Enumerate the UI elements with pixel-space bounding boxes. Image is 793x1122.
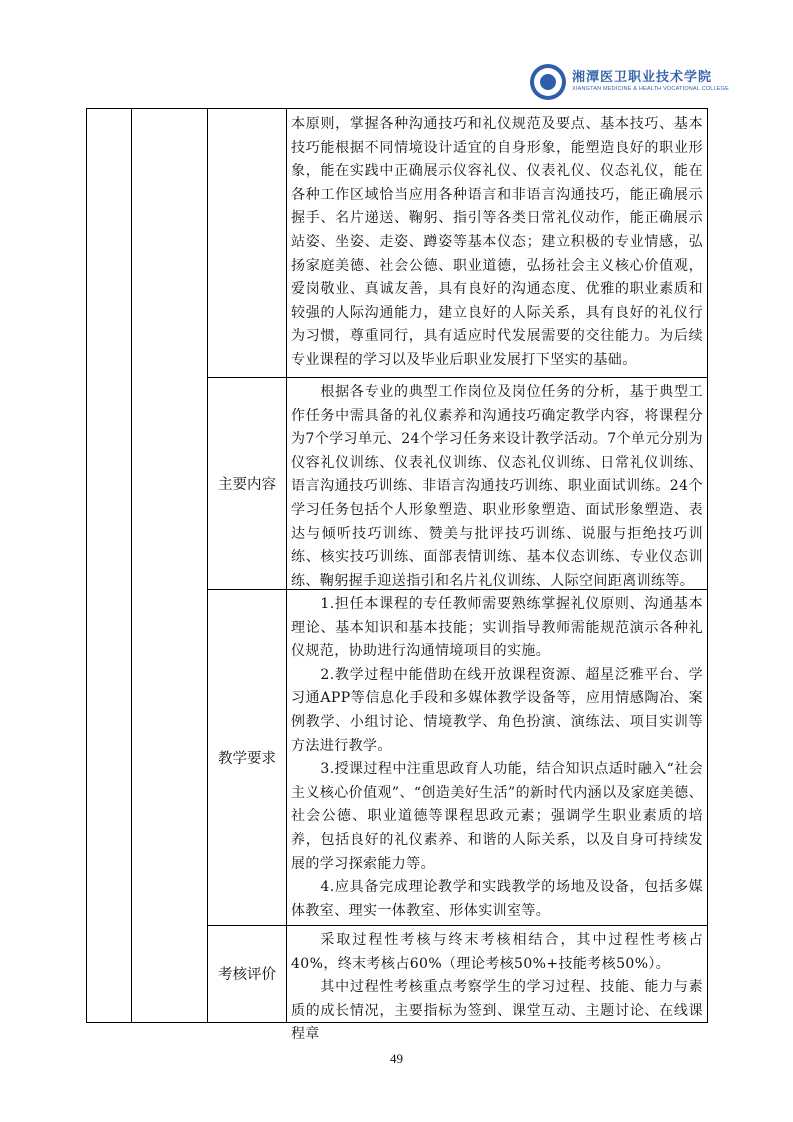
college-logo: [530, 64, 730, 102]
requirement-item: 4.应具备完成理论教学和实践教学的场地及设备，包括多媒体教室、理实一体教室、形体实训室等。: [291, 879, 703, 919]
teaching-requirements-cell: [287, 589, 707, 925]
college-name-cn: 湘潭医卫职业技术学院: [572, 70, 713, 85]
curriculum-table: [86, 108, 708, 1043]
college-seal-icon: [530, 64, 566, 100]
requirement-item: 1.担任本课程的专任教师需要熟练掌握礼仪原则、沟通基本理论、基本知识和基本技能；实训指导教师需能规范演示各种礼仪规范，协助进行沟通情境项目的实施。: [291, 596, 703, 660]
table-divider: [131, 109, 132, 1022]
college-name-en: XIANGTAN MEDICINE & HEALTH VOCATIONAL COLLEGE: [572, 86, 730, 92]
assessment-cell: [287, 925, 707, 1043]
objectives-text: 本原则，掌握各种沟通技巧和礼仪规范及要点、基本技巧、基本技巧能根据不同情境设计适宜的自身形象，能塑造良好的职业形象，能在实践中正确展示仪容礼仪、仪表礼仪、仪态礼仪，能在各种工作区域恰当应用各种语言和非语言沟通技巧，能正确展示握手、名片递送、鞠躬、指引等各类日常礼仪动作，能正确展示站姿、坐姿、走姿、蹲姿等基本仪态；建立积极的专业情感，弘扬家庭美德、社会公德、职业道德，弘扬社会主义核心价值观，爱岗敬业、真诚友善，具有良好的沟通态度、优雅的职业素质和较强的人际沟通能力，建立良好的人际关系，具有良好的礼仪行为习惯，尊重同行，具有适应时代发展需要的交往能力。为后续专业课程的学习以及毕业后职业发展打下坚实的基础。: [291, 116, 703, 368]
objectives-cell: [287, 109, 707, 377]
teaching-requirements-label: 教学要求: [218, 750, 276, 767]
requirement-item: 2.教学过程中能借助在线开放课程资源、超星泛雅平台、学习通APP等信息化手段和多媒体教学设备等，应用情感陶冶、案例教学、小组讨论、情境教学、角色扮演、演练法、项目实训等方法进行教学。: [291, 666, 703, 754]
assessment-label: 考核评价: [218, 967, 276, 983]
assessment-item: 采取过程性考核与终末考核相结合，其中过程性考核占40%，终末考核占60%（理论考核50%+技能考核50%）。: [291, 932, 703, 972]
assessment-item: 其中过程性考核重点考察学生的学习过程、技能、能力与素质的成长情况，主要指标为签到、课堂互动、主题讨论、在线课程章: [291, 979, 703, 1043]
main-content-label: 主要内容: [218, 476, 276, 493]
main-content-text: 根据各专业的典型工作岗位及岗位任务的分析，基于典型工作任务中需具备的礼仪素养和沟通技巧确定教学内容，将课程分为7个学习单元、24个学习任务来设计教学活动。7个单元分别为仪容礼仪训练、仪表礼仪训练、仪态礼仪训练、日常礼仪训练、语言沟通技巧训练、非语言沟通技巧训练、职业面试训练。24个学习任务包括个人形象塑造、职业形象塑造、面试形象塑造、表达与倾听技巧训练、赞美与批评技巧训练、说服与拒绝技巧训练、核实技巧训练、面部表情训练、基本仪态训练、专业仪态训练、鞠躬握手迎送指引和名片礼仪训练、人际空间距离训练等。: [291, 384, 703, 589]
page-number: 49: [390, 1051, 403, 1066]
main-content-cell: [287, 377, 707, 589]
requirement-item: 3.授课过程中注重思政育人功能，结合知识点适时融入“社会主义核心价值观”、“创造美好生活”的新时代内涵以及家庭美德、社会公德、职业道德等课程思政元素；强调学生职业素质的培养，包括良好的礼仪素养、和谐的人际关系，以及自身可持续发展的学习探索能力等。: [291, 761, 703, 872]
